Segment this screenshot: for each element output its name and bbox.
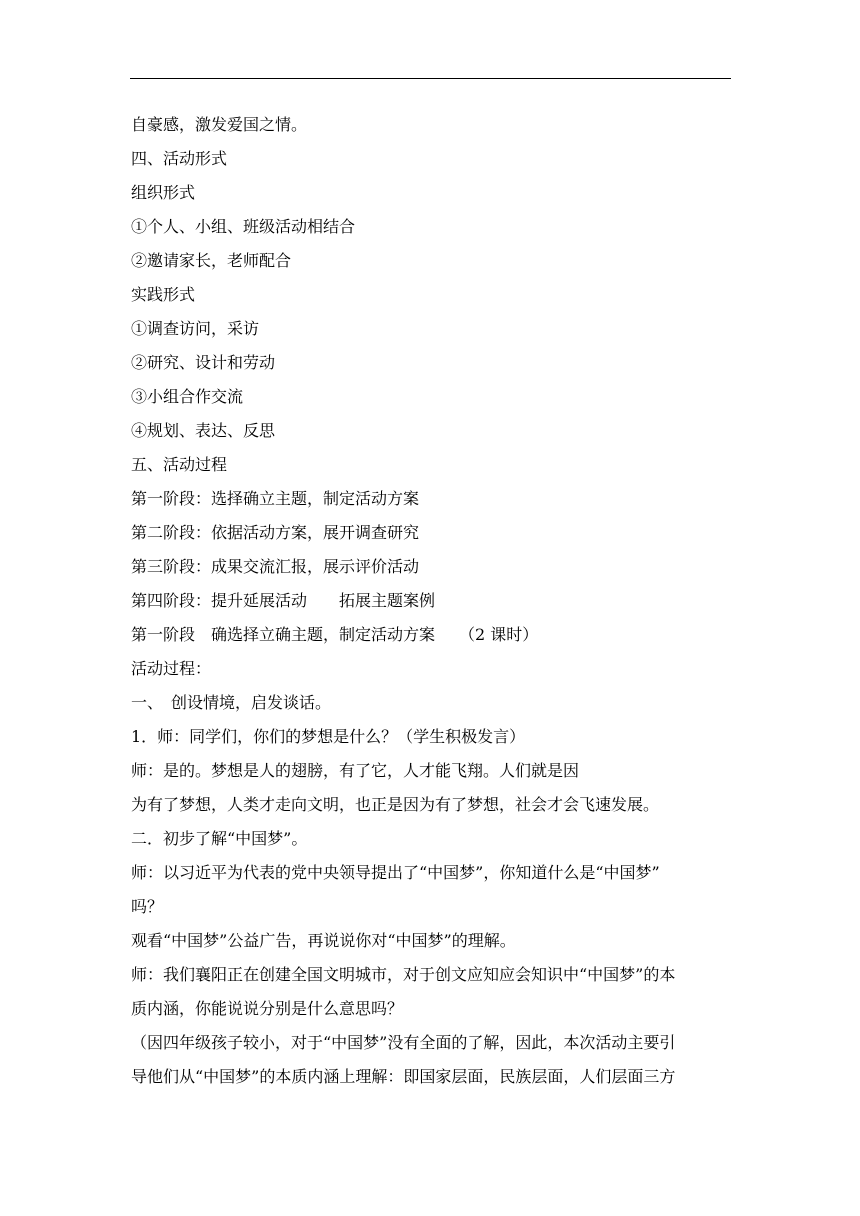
- subheading: 组织形式: [131, 183, 196, 202]
- stage-item: 第四阶段：提升延展活动 拓展主题案例: [131, 591, 436, 610]
- subheading: 实践形式: [131, 285, 196, 304]
- paragraph-line: 吗？: [131, 897, 164, 916]
- section-heading: 四、活动形式: [131, 149, 228, 168]
- list-item: ①个人、小组、班级活动相结合: [131, 217, 356, 236]
- list-item: ①调查访问，采访: [131, 319, 260, 338]
- stage-item: 第二阶段：依据活动方案，展开调查研究: [131, 523, 420, 542]
- step-heading: 一、 创设情境，启发谈话。: [131, 693, 332, 712]
- paragraph-line: 1．师：同学们，你们的梦想是什么？（学生积极发言）: [131, 727, 526, 746]
- header-rule: [130, 78, 731, 79]
- paragraph-line: 师：是的。梦想是人的翅膀，有了它，人才能飞翔。人们就是因: [131, 761, 580, 780]
- step-heading: 二．初步了解“中国梦”。: [131, 829, 308, 848]
- paragraph-line: 师：我们襄阳正在创建全国文明城市，对于创文应知应会知识中“中国梦”的本: [131, 965, 676, 984]
- paragraph-line: 质内涵，你能说说分别是什么意思吗？: [131, 999, 404, 1018]
- subheading: 活动过程：: [131, 659, 212, 678]
- paragraph-line: 导他们从“中国梦”的本质内涵上理解：即国家层面，民族层面，人们层面三方: [131, 1067, 676, 1086]
- paragraph-line: 观看“中国梦”公益广告，再说说你对“中国梦”的理解。: [131, 931, 516, 950]
- stage-item: 第三阶段：成果交流汇报，展示评价活动: [131, 557, 420, 576]
- section-heading: 五、活动过程: [131, 455, 228, 474]
- paragraph-line: （因四年级孩子较小，对于“中国梦”没有全面的了解，因此，本次活动主要引: [131, 1033, 676, 1052]
- document-body: [131, 108, 731, 1094]
- paragraph-line: 师：以习近平为代表的党中央领导提出了“中国梦”，你知道什么是“中国梦”: [131, 863, 660, 882]
- list-item: ③小组合作交流: [131, 387, 244, 406]
- paragraph-line: 为有了梦想，人类才走向文明，也正是因为有了梦想，社会才会飞速发展。: [131, 795, 660, 814]
- text-line: 自豪感，激发爱国之情。: [131, 115, 308, 134]
- list-item: ②邀请家长，老师配合: [131, 251, 292, 270]
- list-item: ②研究、设计和劳动: [131, 353, 276, 372]
- stage-item: 第一阶段：选择确立主题，制定活动方案: [131, 489, 420, 508]
- list-item: ④规划、表达、反思: [131, 421, 276, 440]
- stage-heading: 第一阶段 确选择立确主题，制定活动方案 （2 课时）: [131, 625, 539, 644]
